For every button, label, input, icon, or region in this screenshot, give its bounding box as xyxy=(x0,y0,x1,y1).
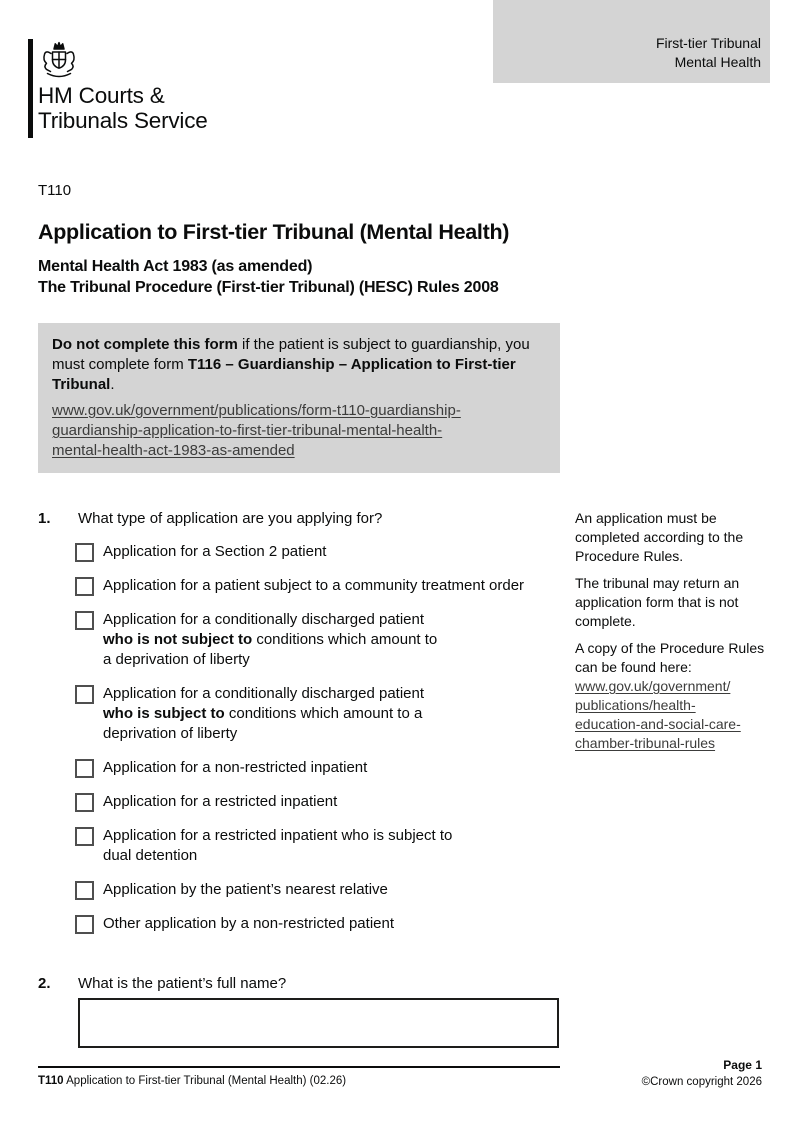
checkbox-option-row xyxy=(75,880,560,900)
option-checkbox[interactable] xyxy=(75,611,94,630)
page-number: Page 1 xyxy=(723,1058,762,1072)
tribunal-badge-line2: Mental Health xyxy=(674,54,761,70)
question-1-label: What type of application are you applying for? xyxy=(78,510,383,527)
dept-name xyxy=(38,83,208,133)
option-label: Application by the patient’s nearest relative xyxy=(103,881,388,898)
footer-page-info xyxy=(642,1058,762,1090)
checkbox-option-row xyxy=(75,576,560,596)
sidebar-para-2: The tribunal may return an application form that is not complete. xyxy=(575,575,740,629)
guardianship-notice-box xyxy=(38,323,560,473)
question-1 xyxy=(38,509,560,948)
option-label: Application for a restricted inpatient who is subject to dual detention xyxy=(103,827,453,864)
option-checkbox[interactable] xyxy=(75,881,94,900)
footer-form-reference: T110 Application to First-tier Tribunal (Mental Health) (02.26) xyxy=(38,1075,347,1087)
guidance-sidebar xyxy=(575,509,773,761)
sidebar-para-1: An application must be completed according to the Procedure Rules. xyxy=(575,510,744,564)
option-label: Application for a conditionally discharged patient who is not subject to conditions which amount to a deprivation of liberty xyxy=(103,611,438,668)
question-2-number: 2. xyxy=(38,975,51,992)
dept-name-line2: Tribunals Service xyxy=(38,108,208,133)
option-checkbox[interactable] xyxy=(75,915,94,934)
crown-copyright: ©Crown copyright 2026 xyxy=(641,1076,762,1088)
notice-bold-form-name: T116 – Guardianship – Application to First-tier Tribunal xyxy=(52,356,516,393)
tribunal-badge xyxy=(493,0,770,83)
subtitle-act: Mental Health Act 1983 (as amended) xyxy=(38,258,313,275)
tribunal-badge-line1: First-tier Tribunal xyxy=(655,35,761,51)
checkbox-option-row xyxy=(75,542,560,562)
checkbox-option-row xyxy=(75,684,560,744)
option-label: Application for a Section 2 patient xyxy=(103,543,327,560)
option-checkbox[interactable] xyxy=(75,793,94,812)
application-type-options xyxy=(78,542,560,934)
checkbox-option-row xyxy=(75,914,560,934)
form-main-column xyxy=(38,183,560,1048)
option-label: Application for a patient subject to a community treatment order xyxy=(103,577,525,594)
checkbox-option-row xyxy=(75,610,560,670)
checkbox-option-row xyxy=(75,758,560,778)
option-checkbox[interactable] xyxy=(75,577,94,596)
option-label: Application for a conditionally discharged patient who is subject to conditions which amount to a deprivation of liberty xyxy=(103,685,425,742)
t116-guardianship-link[interactable]: www.gov.uk/government/publications/form-t110-guardianship- guardianship-application-to-first-tier-tribunal-mental-health- mental-health-act-1983-as-amended xyxy=(52,402,461,459)
subtitle-rules: The Tribunal Procedure (First-tier Tribunal) (HESC) Rules 2008 xyxy=(38,279,499,296)
question-2 xyxy=(38,974,560,1048)
patient-full-name-input[interactable] xyxy=(78,998,559,1048)
question-2-label: What is the patient’s full name? xyxy=(78,975,287,992)
option-checkbox[interactable] xyxy=(75,685,94,704)
option-checkbox[interactable] xyxy=(75,759,94,778)
checkbox-option-row xyxy=(75,826,560,866)
option-label: Application for a non-restricted inpatient xyxy=(103,759,368,776)
page-title: Application to First-tier Tribunal (Mental Health) xyxy=(38,220,510,244)
sidebar-para-3: A copy of the Procedure Rules can be found here: www.gov.uk/government/ publications/health- education-and-social-care- chamber-tribunal-rules xyxy=(575,640,765,751)
logo-vertical-bar xyxy=(28,39,33,138)
dept-name-line1: HM Courts & xyxy=(38,83,165,108)
option-checkbox[interactable] xyxy=(75,827,94,846)
option-checkbox[interactable] xyxy=(75,543,94,562)
procedure-rules-link[interactable]: www.gov.uk/government/ publications/health- education-and-social-care- chamber-tribunal-rules xyxy=(575,678,741,751)
form-code: T110 xyxy=(38,182,72,199)
guardianship-notice-text: Do not complete this form if the patient is subject to guardianship, you must complete form T116 – Guardianship – Application to First-tier Tribunal. xyxy=(52,336,530,393)
checkbox-option-row xyxy=(75,792,560,812)
question-1-number: 1. xyxy=(38,510,51,527)
royal-crest-icon xyxy=(38,41,80,81)
notice-bold-intro: Do not complete this form xyxy=(52,336,238,353)
option-label: Application for a restricted inpatient xyxy=(103,793,338,810)
footer-rule xyxy=(38,1066,560,1068)
option-label: Other application by a non-restricted patient xyxy=(103,915,394,932)
